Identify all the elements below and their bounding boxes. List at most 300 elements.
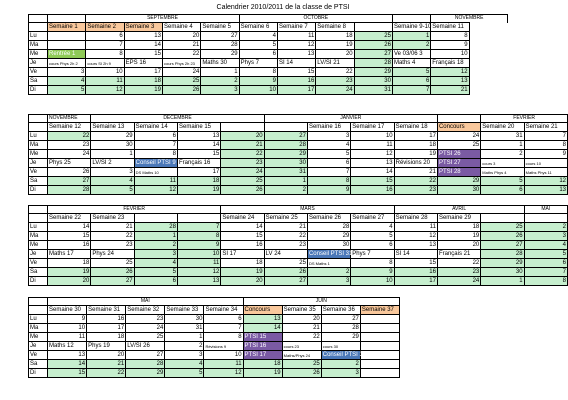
day-row (29, 41, 508, 50)
day-row (29, 159, 568, 168)
day-cell: 2 (321, 360, 360, 369)
day-row (29, 333, 400, 342)
month-header (48, 15, 86, 23)
day-cell: 4 (307, 141, 350, 150)
month-header: MAI (48, 298, 244, 306)
day-cell: 14 (124, 41, 162, 50)
day-cell: 8 (351, 259, 394, 268)
day-cell: 23 (264, 241, 307, 250)
day-cell: 7 (177, 223, 220, 232)
week-header: Semaine 21 (524, 123, 567, 132)
day-cell: 3 (321, 369, 360, 378)
calendar-block-1 (28, 14, 508, 95)
day-cell: 6 (239, 50, 277, 59)
month-header: FÉVRIER (48, 206, 221, 214)
week-header: Semaine 23 (91, 214, 134, 223)
day-cell: 6 (204, 315, 243, 324)
week-header: Semaine 14 (134, 123, 177, 132)
day-cell: 3 (307, 277, 350, 286)
day-cell: 6 (134, 132, 177, 141)
day-cell: cours Phys 2h 23 (162, 59, 200, 68)
day-cell: 5 (524, 250, 567, 259)
day-cell: 20 (221, 277, 264, 286)
day-cell: 10 (177, 250, 220, 259)
week-header: Semaine 11 (431, 23, 469, 32)
day-cell: 22 (394, 177, 437, 186)
day-cell: 18 (124, 77, 162, 86)
day-cell: 20 (316, 50, 354, 59)
day-cell: 19 (316, 41, 354, 50)
day-cell: 2 (307, 268, 350, 277)
day-cell: 20 (221, 132, 264, 141)
day-cell: cours SI 2h 9 (86, 59, 124, 68)
day-label: Ma (29, 232, 48, 241)
day-label: Ve (29, 168, 48, 177)
calendar-block-2 (28, 114, 568, 195)
day-cell: Maths 12 (48, 342, 87, 351)
day-cell: 22 (87, 369, 126, 378)
day-label: Me (29, 333, 48, 342)
day-cell: 11 (204, 360, 243, 369)
day-cell: Révisions 9 (204, 342, 243, 351)
corner-cell (29, 306, 48, 315)
day-row (29, 232, 568, 241)
day-cell: 28 (321, 324, 360, 333)
week-header: Semaine 5 (201, 23, 239, 32)
day-cell: 27 (91, 277, 134, 286)
day-cell: 23 (394, 186, 437, 195)
day-cell: 5 (165, 369, 204, 378)
day-cell: 7 (524, 132, 567, 141)
day-label: Sa (29, 360, 48, 369)
day-cell: PTSI 26 (437, 150, 480, 159)
day-cell: 25 (162, 77, 200, 86)
day-cell: DS Maths 1 (307, 259, 350, 268)
day-cell: 13 (351, 159, 394, 168)
day-cell: 13 (277, 50, 315, 59)
day-cell: 29 (126, 369, 165, 378)
day-cell: 29 (481, 259, 524, 268)
day-cell: 25 (437, 141, 480, 150)
calendar-table (28, 205, 568, 286)
day-cell: 28 (126, 360, 165, 369)
week-header: Semaine 29 (437, 214, 480, 223)
day-cell: 31 (354, 86, 392, 95)
day-cell: EPS 16 (124, 59, 162, 68)
day-cell: 6 (524, 259, 567, 268)
day-cell: 28 (201, 41, 239, 50)
day-cell: 8 (524, 277, 567, 286)
day-cell: 3 (524, 232, 567, 241)
day-label: Je (29, 250, 48, 259)
day-cell: 4 (351, 223, 394, 232)
day-cell: 21 (282, 324, 321, 333)
day-cell: 11 (86, 77, 124, 86)
week-header: Semaine 18 (394, 123, 437, 132)
day-cell: 5 (134, 268, 177, 277)
day-cell: 13 (48, 351, 87, 360)
day-cell: 4 (524, 241, 567, 250)
day-cell: 22 (264, 232, 307, 241)
day-cell: 27 (481, 241, 524, 250)
day-row (29, 360, 400, 369)
day-cell: 6 (392, 77, 430, 86)
day-cell: 17 (124, 68, 162, 77)
day-cell: DS Maths 10 (134, 168, 177, 177)
day-cell: Phys 24 (91, 250, 134, 259)
day-cell: 23 (91, 241, 134, 250)
day-cell: 17 (87, 324, 126, 333)
day-row (29, 342, 400, 351)
day-cell: 7 (392, 86, 430, 95)
month-header: NOVEMBRE (48, 115, 91, 123)
day-cell: 14 (48, 223, 91, 232)
week-header: Concours (243, 306, 282, 315)
day-label: Me (29, 241, 48, 250)
day-label: Ve (29, 68, 48, 77)
day-row (29, 186, 568, 195)
day-row (29, 241, 568, 250)
day-cell: 25 (354, 32, 392, 41)
day-cell: SI 14 (394, 250, 437, 259)
day-cell: PTSI 16 (243, 342, 282, 351)
day-cell: PTSI 27 (437, 159, 480, 168)
day-cell: 26 (481, 232, 524, 241)
day-cell: 30 (481, 268, 524, 277)
corner-cell (29, 206, 48, 214)
day-cell: LV/SI 2 (91, 159, 134, 168)
week-header (264, 123, 307, 132)
day-cell: 19 (437, 232, 480, 241)
day-cell: 25 (221, 177, 264, 186)
day-cell (360, 360, 399, 369)
day-cell: 30 (165, 315, 204, 324)
day-cell: 7 (204, 324, 243, 333)
day-cell: 28 (307, 223, 350, 232)
day-row (29, 223, 568, 232)
day-cell: LV/SI 21 (316, 59, 354, 68)
day-cell: 5 (48, 86, 86, 95)
day-cell: 7 (86, 41, 124, 50)
day-cell: 11 (177, 259, 220, 268)
day-cell: cours 23 (282, 342, 321, 351)
day-cell: 21 (221, 141, 264, 150)
month-header (437, 115, 480, 123)
day-cell: 8 (204, 333, 243, 342)
day-cell: 23 (126, 315, 165, 324)
week-header: Semaine 3 (124, 23, 162, 32)
day-cell: 8 (177, 232, 220, 241)
corner-cell (29, 115, 48, 123)
day-cell: 9 (48, 315, 87, 324)
day-label: Ma (29, 324, 48, 333)
day-cell: 3 (201, 86, 239, 95)
day-cell: 2 (524, 223, 567, 232)
day-cell: 8 (307, 177, 350, 186)
week-header: Semaine 37 (360, 306, 399, 315)
day-cell: 28 (481, 250, 524, 259)
week-header: Semaine 36 (321, 306, 360, 315)
day-cell: 4 (134, 259, 177, 268)
day-cell (360, 333, 399, 342)
day-cell: 10 (48, 324, 87, 333)
day-cell: cours Phys 2h 2 (48, 59, 86, 68)
week-header: Semaine 26 (307, 214, 350, 223)
week-header: Semaine 2 (86, 23, 124, 32)
week-header: Semaine 1 (48, 23, 86, 32)
day-cell: 29 (201, 50, 239, 59)
day-label: Je (29, 59, 48, 68)
day-cell: 24 (221, 168, 264, 177)
day-cell: 24 (316, 86, 354, 95)
day-cell: 5 (91, 186, 134, 195)
day-cell: 28 (354, 59, 392, 68)
day-row (29, 259, 568, 268)
day-cell: 19 (177, 186, 220, 195)
day-cell: 15 (48, 369, 87, 378)
corner-cell (29, 298, 48, 306)
day-cell: 14 (221, 223, 264, 232)
day-label: Lu (29, 315, 48, 324)
day-cell: 8 (524, 141, 567, 150)
week-header (134, 214, 177, 223)
day-cell: Phys 7 (239, 59, 277, 68)
day-cell: Phys 19 (87, 342, 126, 351)
day-cell: 14 (48, 360, 87, 369)
day-label: Sa (29, 77, 48, 86)
day-cell: 21 (162, 41, 200, 50)
day-cell: 22 (437, 259, 480, 268)
day-cell: 12 (431, 68, 469, 77)
day-cell: 23 (48, 141, 91, 150)
day-cell: 18 (243, 360, 282, 369)
day-row (29, 324, 400, 333)
week-header: Semaine 35 (282, 306, 321, 315)
day-cell: 25 (126, 333, 165, 342)
week-header: Semaine 24 (221, 214, 264, 223)
day-cell: 16 (394, 268, 437, 277)
day-cell: 20 (282, 315, 321, 324)
corner-cell (29, 23, 48, 32)
day-cell: 29 (307, 232, 350, 241)
day-cell: 15 (177, 150, 220, 159)
day-row (29, 168, 568, 177)
day-cell: 8 (239, 68, 277, 77)
day-cell: 28 (134, 223, 177, 232)
month-header: DÉCEMBRE (91, 115, 264, 123)
day-cell: 2 (392, 41, 430, 50)
day-cell: 20 (437, 241, 480, 250)
day-cell: 13 (177, 277, 220, 286)
day-label: Je (29, 342, 48, 351)
day-cell: 27 (126, 351, 165, 360)
day-cell: 31 (165, 324, 204, 333)
day-cell: 14 (177, 141, 220, 150)
day-cell: 15 (351, 177, 394, 186)
day-label: Ve (29, 351, 48, 360)
day-cell: 29 (437, 177, 480, 186)
week-header (524, 214, 567, 223)
day-cell: 3 (165, 351, 204, 360)
day-cell (360, 342, 399, 351)
week-header: Semaine 31 (87, 306, 126, 315)
week-header (354, 23, 392, 32)
day-row (29, 68, 508, 77)
day-cell: Maths Phys 11 (524, 168, 567, 177)
day-cell: 11 (48, 333, 87, 342)
day-cell (48, 32, 86, 41)
day-cell: SI 14 (277, 59, 315, 68)
day-cell: 6 (134, 277, 177, 286)
day-cell: 13 (124, 32, 162, 41)
day-cell: 7 (524, 268, 567, 277)
day-cell: 11 (277, 32, 315, 41)
day-cell: 21 (264, 223, 307, 232)
day-cell: LV/SI 26 (126, 342, 165, 351)
day-cell: 8 (431, 32, 469, 41)
day-row (29, 132, 568, 141)
day-cell: 19 (48, 268, 91, 277)
day-cell: 19 (243, 369, 282, 378)
day-cell: 2 (201, 77, 239, 86)
day-row (29, 77, 508, 86)
day-label: Sa (29, 177, 48, 186)
day-cell: 30 (354, 77, 392, 86)
day-cell: 13 (524, 186, 567, 195)
day-cell: 6 (307, 159, 350, 168)
day-cell: Phys 25 (48, 159, 91, 168)
day-cell: 22 (282, 333, 321, 342)
week-header: Semaine 20 (481, 123, 524, 132)
day-cell: 25 (264, 259, 307, 268)
day-cell: 24 (162, 68, 200, 77)
week-header: Semaine 8 (316, 23, 354, 32)
week-header (481, 214, 524, 223)
day-cell: 31 (481, 132, 524, 141)
day-cell: Révisions 20 (394, 159, 437, 168)
day-cell: 7 (134, 141, 177, 150)
week-header (177, 214, 220, 223)
month-header: MARS (221, 206, 394, 214)
day-cell: 8 (134, 150, 177, 159)
day-label: Di (29, 369, 48, 378)
day-cell: 13 (431, 77, 469, 86)
week-header: Semaine 22 (48, 214, 91, 223)
day-label: Di (29, 86, 48, 95)
calendar-table (28, 14, 508, 95)
day-row (29, 177, 568, 186)
day-cell: 10 (431, 50, 469, 59)
day-cell: 30 (307, 241, 350, 250)
day-cell: LV 24 (264, 250, 307, 259)
day-cell: Français 18 (431, 59, 469, 68)
day-cell: 26 (48, 168, 91, 177)
day-cell: 1 (392, 32, 430, 41)
day-cell: 4 (48, 77, 86, 86)
day-cell: 18 (177, 177, 220, 186)
day-label: Lu (29, 32, 48, 41)
week-header: Semaine 17 (351, 123, 394, 132)
day-cell: 8 (86, 50, 124, 59)
day-cell: 12 (351, 150, 394, 159)
day-cell: 20 (87, 351, 126, 360)
day-cell (360, 315, 399, 324)
day-cell: Français 16 (177, 159, 220, 168)
day-cell: 5 (351, 232, 394, 241)
day-cell: 2 (134, 241, 177, 250)
day-cell: 13 (243, 315, 282, 324)
day-cell: 13 (394, 241, 437, 250)
day-cell: 23 (221, 159, 264, 168)
day-cell: 5 (307, 150, 350, 159)
corner-cell (29, 123, 48, 132)
day-cell: PTSI 17 (243, 351, 282, 360)
day-cell: 26 (264, 268, 307, 277)
calendar-title: Calendrier 2010/2011 de la classe de PTSI (216, 4, 350, 11)
day-cell: 26 (282, 369, 321, 378)
month-header: OCTOBRE (239, 15, 392, 23)
day-row (29, 369, 400, 378)
day-label: Ve (29, 259, 48, 268)
day-cell: 29 (264, 150, 307, 159)
day-cell: 6 (351, 241, 394, 250)
day-row (29, 86, 508, 95)
day-cell: 1 (165, 333, 204, 342)
day-cell: 21 (87, 360, 126, 369)
day-cell: 28 (264, 141, 307, 150)
day-cell: Rentrée 1 (48, 50, 86, 59)
day-cell: 22 (162, 50, 200, 59)
day-cell: 22 (221, 150, 264, 159)
day-cell: 18 (221, 259, 264, 268)
day-cell: 11 (394, 223, 437, 232)
day-cell: 10 (86, 68, 124, 77)
day-row (29, 268, 568, 277)
day-label: Lu (29, 132, 48, 141)
day-cell: 10 (351, 277, 394, 286)
day-cell: 16 (351, 186, 394, 195)
week-header: Semaine 25 (264, 214, 307, 223)
day-cell: 15 (221, 232, 264, 241)
week-header: Semaine 12 (48, 123, 91, 132)
day-cell: 30 (91, 141, 134, 150)
day-cell: 1 (91, 150, 134, 159)
week-header: Semaine 7 (277, 23, 315, 32)
day-cell: 12 (204, 369, 243, 378)
day-cell: Conseil PTSI 9 (135, 159, 176, 166)
day-cell: 1 (201, 68, 239, 77)
day-cell (360, 351, 399, 360)
month-header: AVRIL (394, 206, 524, 214)
day-cell: 21 (431, 86, 469, 95)
day-cell: 6 (481, 186, 524, 195)
day-cell: 10 (351, 132, 394, 141)
day-cell: 15 (48, 232, 91, 241)
day-cell: 9 (524, 150, 567, 159)
day-label: Lu (29, 223, 48, 232)
day-cell: 29 (91, 132, 134, 141)
day-cell: 26 (221, 186, 264, 195)
week-header: Semaine 4 (162, 23, 200, 32)
day-cell: Maths 30 (201, 59, 239, 68)
day-cell: 18 (316, 32, 354, 41)
week-header: Semaine 30 (48, 306, 87, 315)
day-cell: 12 (86, 86, 124, 95)
day-cell (360, 369, 399, 378)
day-cell: 24 (437, 132, 480, 141)
month-header: JANVIER (264, 115, 437, 123)
day-label: Ma (29, 141, 48, 150)
